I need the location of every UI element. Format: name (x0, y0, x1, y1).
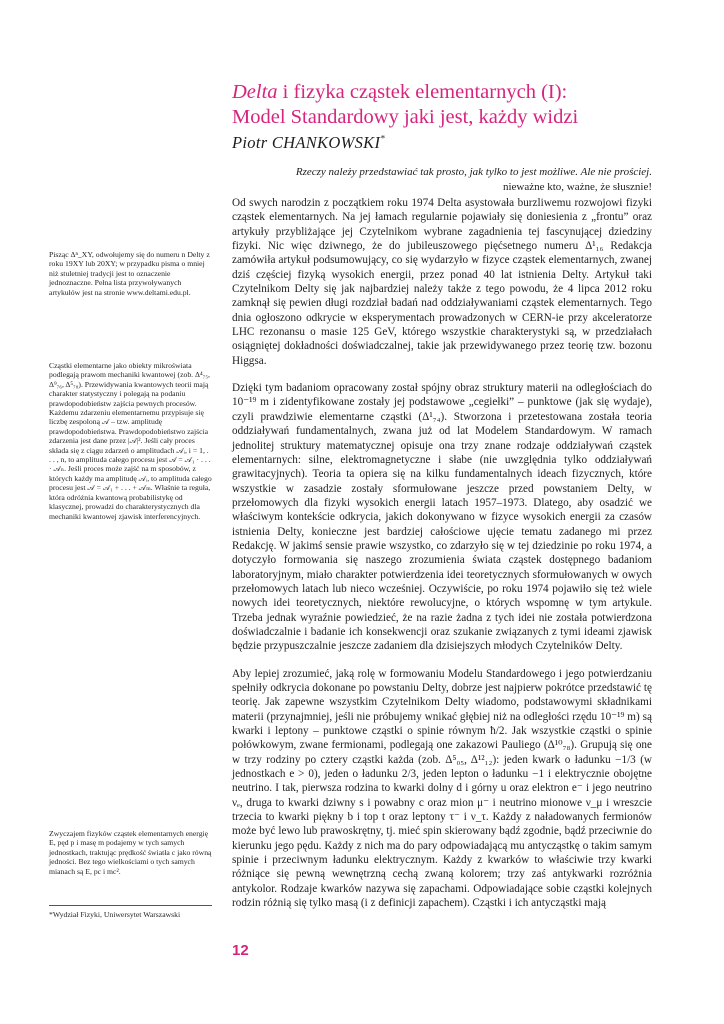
footnote-divider (49, 905, 212, 906)
title-line-1-rest: i fizyka cząstek elementarnych (I): (277, 81, 568, 103)
epigraph-line-2: nieważne kto, ważne, że słusznie! (502, 181, 652, 193)
title-line-1 (232, 80, 702, 105)
author (232, 133, 385, 153)
author-footnote-mark: * (380, 133, 386, 144)
page-number: 12 (232, 942, 249, 959)
title-delta: Delta (232, 81, 278, 103)
body-paragraph-1: Od swych narodzin z początkiem roku 1974 Delta asystowała burzliwemu rozwojowi fizyki cząstek elementarnych. Na jej łamach regularnie pojawiały się doniesienia z „frontu” oraz artykuły przybliżające jej Czytelnikom wybrane zagadnienia tej fascynującej dziedziny fizyki. Nic więc dziwnego, że do jubileuszowego pięćsetnego numeru Δ¹₁₆ Redakcja zamówiła artykuł podsumowujący, co się wydarzyło w fizyce cząstek elementarnych, zwanej dziś częściej fizyką wysokich energii, przez ponad 40 lat istnienia Delty. Artykuł taki Czytelnikom Delty się jak najbardziej należy także z tego powodu, że 4 lipca 2012 roku zamknął się pewien długi rozdział badań nad oddziaływaniami cząstek elementarnych. Tego dnia ogłoszono odkrycie w eksperymentach prowadzonych w CERN-ie przy akceleratorze LHC rezonansu o masie 125 GeV, którego wszystkie charakterystyki są, w przedziałach osiągniętej dokładności doświadczalnej, takie jak przewidywanego przez teorię tzw. bozonu Higgsa. (232, 197, 652, 367)
sidenote-delta-references (49, 250, 212, 297)
sidenote-units (49, 829, 212, 876)
body-paragraph-2: Dzięki tym badaniom opracowany został spójny obraz struktury materii na odległościach do 10⁻¹⁹ m i zidentyfikowane zostały jej podstawowe „cegiełki” – punktowe (jak się wydaje), czyli prawdziwie elementarne cząstki (Δ¹₇₄). Stworzona i przetestowana została teoria oddziaływań fundamentalnych, zwana już od lat Modelem Standardowym. W ramach jednolitej struktury matematycznej opisuje ona trzy znane rodzaje oddziaływań cząstek elementarnych: silne, elektromagnetyczne i słabe (nie uwzględnia tylko oddziaływań grawitacyjnych). Teoria ta opiera się na kilku fundamentalnych ideach fizycznych, które wszystkie w zasadzie zostały sformułowane jeszcze przed powstaniem Delty, w przełomowych dla fizyki wysokich energii latach 1957–1973. Dlatego, aby osadzić we właściwym kontekście odkrycia, jakich dokonywano w fizyce wysokich energii za czasów istnienia Delty, konieczne jest bardziej całościowe ujęcie tematu zadanego mi przez Redakcję. W jakimś sensie prawie wszystko, co zdarzyło się w tej dziedzinie po roku 1974, a dotyczyło formowania się naszego zrozumienia świata cząstek dostępnego badaniom laboratoryjnym, miało charakter potwierdzenia idei teoretycznych sformułowanych w owych przełomowych latach lub nieco wcześniej. Oczywiście, po roku 1974 pojawiło się też wiele nowych idei teoretycznych, niektóre rewolucyjne, o których wspomnę w tym artykule. Trzeba jednak wyraźnie powiedzieć, że na razie żadna z tych idei nie została potwierdzona doświadczalnie i badanie ich konsekwencji oraz szukanie związanych z tymi ideami zjawisk będzie przypuszczalnie jeszcze zadaniem dla dzisiejszych młodych Czytelników Delty. (232, 382, 652, 653)
epigraph (232, 165, 652, 195)
article-body (232, 196, 652, 924)
sidenote-text: Pisząc Δⁿ_XY, odwołujemy się do numeru n Delty z roku 19XY lub 20XY; w przypadku pisma o mniej niż stuletniej tradycji jest to oznaczenie jednoznaczne. Pełna lista przywoływanych artykułów jest na stronie www.deltami.edu.pl. (49, 250, 210, 297)
footnote-text: *Wydział Fizyki, Uniwersytet Warszawski (49, 910, 181, 919)
title-line-2: Model Standardowy jaki jest, każdy widzi (232, 106, 579, 128)
sidenote-text: Cząstki elementarne jako obiekty mikroświata podlegają prawom mechaniki kwantowej (zob. Δ⁴₇₅, Δ⁹₇₆, Δ⁵₇₈). Przewidywania kwantowych teorii mają charakter statystyczny i polegają na podaniu prawdopodobieństw zajścia pewnych procesów. Każdemu zdarzeniu elementarnemu przypisuje się liczbę zespoloną 𝒜 – tzw. amplitudę prawdopodobieństwa. Prawdopodobieństwo zajścia zdarzenia jest dane przez |𝒜|². Jeśli cały proces składa się z ciągu zdarzeń o amplitudach 𝒜ᵢ, i = 1, . . . , n, to amplituda całego procesu jest 𝒜 = 𝒜₁ · . . . · 𝒜ₙ. Jeśli proces może zajść na m sposobów, z których każdy ma amplitudę 𝒜ᵢ, to amplituda całego procesu jest 𝒜 = 𝒜₁ + . . . + 𝒜ₘ. Właśnie ta reguła, która odróżnia kwantową probabilistykę od klasycznej, prowadzi do charakterystycznych dla mechaniki kwantowej zjawisk interferencyjnych. (49, 361, 212, 521)
author-name: Piotr CHANKOWSKI (232, 133, 381, 152)
author-affiliation-footnote (49, 910, 212, 919)
body-paragraph-3: Aby lepiej zrozumieć, jaką rolę w formowaniu Modelu Standardowego i jego potwierdzaniu spełniły odkrycia dokonane po powstaniu Delty, dobrze jest najpierw pokrótce przedstawić tę teorię. Jak zapewne wszystkim Czytelnikom Delty wiadomo, podstawowymi składnikami materii (przynajmniej, jeśli nie próbujemy wnikać głębiej niż na odległości rzędu 10⁻¹⁹ m) są kwarki i leptony – punktowe cząstki o spinie równym ħ/2. Jak wszystkie cząstki o spinie połówkowym, zwane fermionami, podlegają one zakazowi Pauliego (Δ¹⁰₇₈). Grupują się one w trzy rodziny po cztery cząstki każda (zob. Δ⁵₀₅, Δ¹²₁₂): jeden kwark o ładunku −1/3 (w jednostkach e > 0), jeden o ładunku 2/3, jeden lepton o ładunku −1 i elektrycznie obojętne neutrino. I tak, pierwsza rodzina to kwarki dolny d i górny u oraz elektron e⁻ i jego neutrino νₑ, druga to kwarki dziwny s i powabny c oraz mion μ⁻ i neutrino mionowe ν_μ i wreszcie trzecia to kwarki piękny b i top t oraz leptony τ⁻ i ν_τ. Każdy z naładowanych fermionów może być lewo lub prawoskrętny, tj. mieć spin skierowany bądź zgodnie, bądź przeciwnie do kierunku jego pędu. Każdy z nich ma do pary odpowiadającą mu antycząstkę o takim samym spinie i przeciwnym ładunku elektrycznym. Każdy z kwarków to właściwie trzy kwarki różniące się pewną wewnętrzną cechą zwaną kolorem; trzy zaś antykwarki rozróżnia antykolor. Rodzaje kwarków nazywa się zapachami. Odpowiadające sobie cząstki kolejnych rodzin różnią się tylko masą (i z definicji zapachem). Cząstki i ich antycząstki mają (232, 667, 652, 910)
article-title (232, 80, 702, 130)
sidenote-text: Zwyczajem fizyków cząstek elementarnych energię E, pęd p i masę m podajemy w tych samych jednostkach, traktując prędkość światła c jako równą jedności. Bez tego wielkościami o tych samych mianach są E, pc i mc². (49, 829, 212, 876)
epigraph-line-1: Rzeczy należy przedstawiać tak prosto, jak tylko to jest możliwe. Ale nie prościej. (295, 166, 652, 178)
sidenote-quantum-mechanics (49, 361, 212, 521)
